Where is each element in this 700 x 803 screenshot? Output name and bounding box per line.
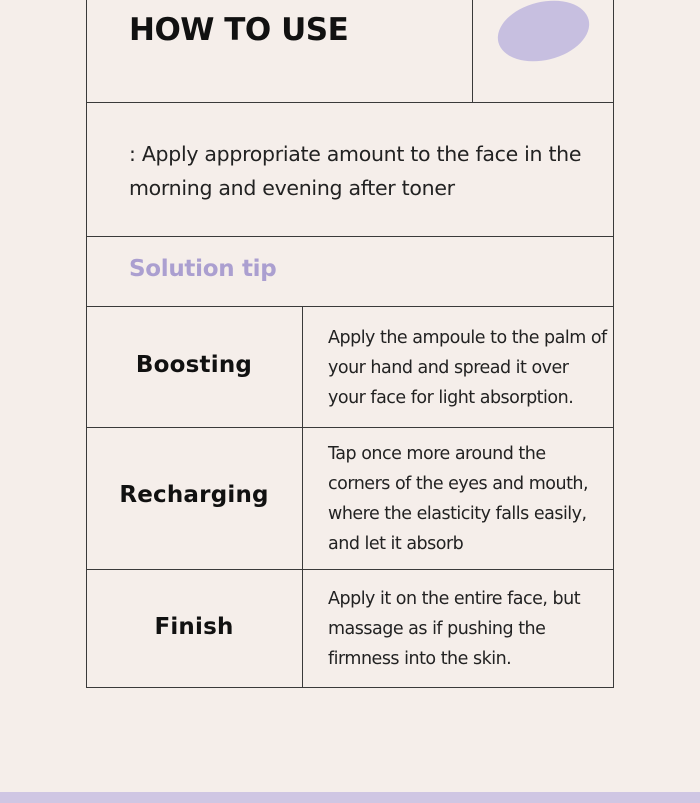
table-divider bbox=[86, 236, 614, 237]
table-divider bbox=[86, 102, 614, 103]
step-description-finish: Apply it on the entire face, but massage as if pushing the firmness into the skin. bbox=[328, 589, 581, 669]
step-description-recharging: Tap once more around the corners of the eyes and mouth, where the elasticity falls easily, and let it absorb bbox=[328, 444, 589, 554]
table-divider bbox=[86, 306, 614, 307]
table-divider bbox=[86, 427, 614, 428]
table-divider bbox=[86, 569, 614, 570]
page-title: HOW TO USE bbox=[129, 12, 349, 48]
solution-tip-heading: Solution tip bbox=[129, 256, 277, 282]
step-description-boosting: Apply the ampoule to the palm of your hand and spread it over your face for light absorption. bbox=[328, 328, 607, 408]
steps-column-divider bbox=[302, 306, 303, 688]
step-name-boosting: Boosting bbox=[135, 352, 253, 378]
usage-instructions: : Apply appropriate amount to the face in the morning and evening after toner bbox=[129, 142, 582, 200]
step-name-recharging: Recharging bbox=[119, 482, 269, 508]
step-name-finish: Finish bbox=[154, 614, 234, 640]
bottom-color-band bbox=[0, 792, 700, 803]
header-column-divider bbox=[472, 0, 473, 102]
